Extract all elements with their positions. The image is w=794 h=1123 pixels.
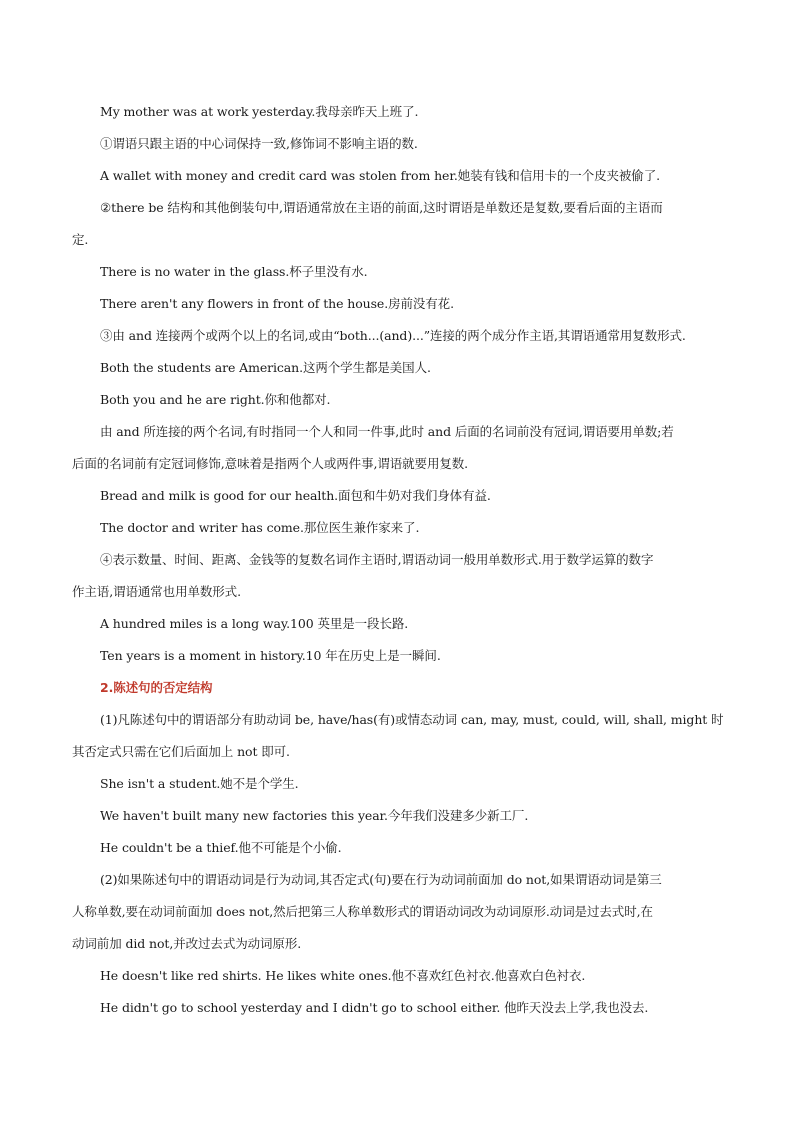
rule-note: (2)如果陈述句中的谓语动词是行为动词,其否定式(句)要在行为动词前面加 do not,如果谓语动词是第三	[100, 872, 662, 887]
example-line: Both you and he are right.你和他都对.	[100, 392, 331, 407]
section-heading: 2.陈述句的否定结构	[100, 680, 213, 695]
rule-note-continuation: 其否定式只需在它们后面加上 not 即可.	[72, 744, 290, 759]
example-line: Bread and milk is good for our health.面包和牛奶对我们身体有益.	[100, 488, 491, 503]
rule-note-continuation: 作主语,谓语通常也用单数形式.	[72, 584, 241, 599]
example-line: He doesn't like red shirts. He likes white ones.他不喜欢红色衬衣.他喜欢白色衬衣.	[100, 968, 586, 983]
example-line: Ten years is a moment in history.10 年在历史上是一瞬间.	[100, 648, 441, 663]
example-line: A hundred miles is a long way.100 英里是一段长路.	[100, 616, 409, 631]
example-line: There is no water in the glass.杯子里没有水.	[100, 264, 368, 279]
rule-note-continuation: 后面的名词前有定冠词修饰,意味着是指两个人或两件事,谓语就要用复数.	[72, 456, 469, 471]
rule-note: 由 and 所连接的两个名词,有时指同一个人和同一件事,此时 and 后面的名词前没有冠词,谓语要用单数;若	[100, 424, 674, 439]
example-line: A wallet with money and credit card was stolen from her.她装有钱和信用卡的一个皮夹被偷了.	[100, 168, 660, 183]
rule-note-continuation: 人称单数,要在动词前面加 does not,然后把第三人称单数形式的谓语动词改为动词原形.动词是过去式时,在	[72, 904, 653, 919]
rule-note: ②there be 结构和其他倒装句中,谓语通常放在主语的前面,这时谓语是单数还是复数,要看后面的主语而	[100, 200, 663, 215]
rule-note: (1)凡陈述句中的谓语部分有助动词 be, have/has(有)或情态动词 can, may, must, could, will, shall, might 时	[100, 712, 724, 727]
example-line: My mother was at work yesterday.我母亲昨天上班了.	[100, 104, 419, 119]
example-line: He couldn't be a thief.他不可能是个小偷.	[100, 840, 342, 855]
rule-note: ①谓语只跟主语的中心词保持一致,修饰词不影响主语的数.	[100, 136, 418, 151]
example-line: There aren't any flowers in front of the house.房前没有花.	[100, 296, 454, 311]
rule-note-continuation: 动词前加 did not,并改过去式为动词原形.	[72, 936, 302, 951]
example-line: He didn't go to school yesterday and I didn't go to school either. 他昨天没去上学,我也没去.	[100, 1000, 649, 1015]
example-line: We haven't built many new factories this year.今年我们没建多少新工厂.	[100, 808, 529, 823]
example-line: She isn't a student.她不是个学生.	[100, 776, 299, 791]
example-line: Both the students are American.这两个学生都是美国人.	[100, 360, 431, 375]
example-line: The doctor and writer has come.那位医生兼作家来了.	[100, 520, 420, 535]
rule-note: ④表示数量、时间、距离、金钱等的复数名词作主语时,谓语动词一般用单数形式.用于数学运算的数字	[100, 552, 654, 567]
rule-note: ③由 and 连接两个或两个以上的名词,或由“both...(and)...”连接的两个成分作主语,其谓语通常用复数形式.	[100, 328, 686, 343]
rule-note-continuation: 定.	[72, 232, 89, 247]
